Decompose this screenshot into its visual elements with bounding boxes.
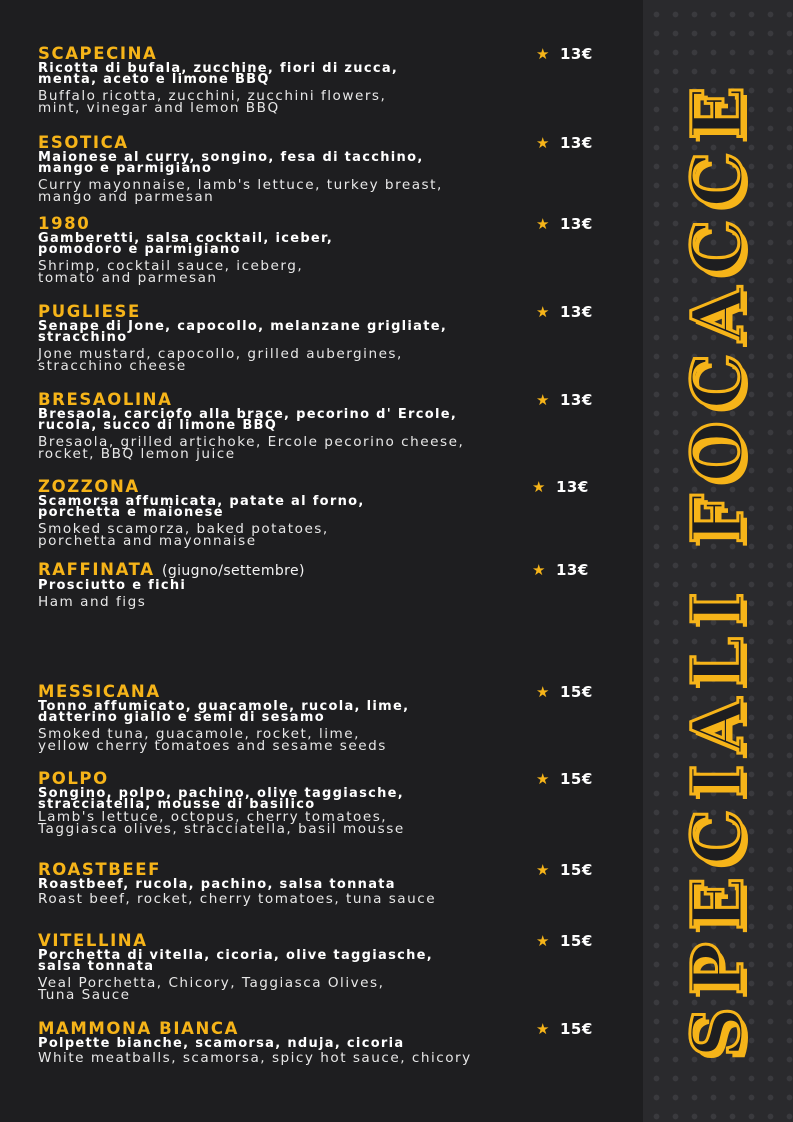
menu-item-vitellina <box>38 932 618 1001</box>
item-price: ★ 15€ <box>536 1020 593 1038</box>
item-price: ★ 13€ <box>536 215 593 233</box>
item-name: ZOZZONA <box>38 477 140 496</box>
item-name: VITELLINA <box>38 931 148 950</box>
item-ingredients-italian: Bresaola, carciofo alla brace, pecorino d' Ercole, rucola, succo di limone BBQ <box>38 407 458 433</box>
star-icon: ★ <box>536 932 550 950</box>
item-ingredients-english: White meatballs, scamorsa, spicy hot sauce, chicory <box>38 1050 472 1066</box>
item-name: 1980 <box>38 214 91 233</box>
item-ingredients-italian: Tonno affumicato, guacamole, rucola, lime, datterino giallo e semi di sesamo <box>38 699 410 725</box>
item-name: MAMMONA BIANCA <box>38 1019 239 1038</box>
item-ingredients-italian: Senape di Jone, capocollo, melanzane grigliate, stracchino <box>38 319 448 345</box>
item-ingredients-english: Shrimp, cocktail sauce, iceberg, tomato and parmesan <box>38 258 304 286</box>
section-title: SPECIALI FOCACCE <box>676 74 759 1058</box>
item-price: ★ 13€ <box>536 134 593 152</box>
menu-item-zozzona <box>38 478 618 547</box>
menu-item-messicana <box>38 683 618 752</box>
menu-item-esotica <box>38 134 618 203</box>
item-ingredients-italian: Polpette bianche, scamorsa, nduja, cicoria <box>38 1036 405 1051</box>
menu-item-pugliese <box>38 303 618 372</box>
item-price: ★ 15€ <box>536 770 593 788</box>
star-icon: ★ <box>536 134 550 152</box>
item-ingredients-italian: Roastbeef, rucola, pachino, salsa tonnata <box>38 877 396 892</box>
item-name: POLPO <box>38 769 109 788</box>
item-ingredients-italian: Songino, polpo, pachino, olive taggiasche, stracciatella, mousse di basilico <box>38 786 405 812</box>
item-ingredients-english: Jone mustard, capocollo, grilled aubergines, stracchino cheese <box>38 346 403 374</box>
item-price: ★ 13€ <box>536 391 593 409</box>
item-ingredients-english: Smoked scamorza, baked potatoes, porchetta and mayonnaise <box>38 521 329 549</box>
item-ingredients-english: Ham and figs <box>38 594 147 610</box>
star-icon: ★ <box>536 391 550 409</box>
item-ingredients-english: Smoked tuna, guacamole, rocket, lime, yellow cherry tomatoes and sesame seeds <box>38 726 387 754</box>
item-price: ★ 15€ <box>536 683 593 701</box>
menu-item-roastbeef <box>38 861 618 905</box>
menu-item-polpo <box>38 770 618 835</box>
item-ingredients-italian: Ricotta di bufala, zucchine, fiori di zucca, menta, aceto e limone BBQ <box>38 61 399 87</box>
star-icon: ★ <box>536 45 550 63</box>
item-name: BRESAOLINA <box>38 390 173 409</box>
sidebar-panel <box>643 0 793 1122</box>
item-ingredients-italian: Porchetta di vitella, cicoria, olive taggiasche, salsa tonnata <box>38 948 434 974</box>
star-icon: ★ <box>532 478 546 496</box>
item-name: PUGLIESE <box>38 302 141 321</box>
item-name: ROASTBEEF <box>38 860 161 879</box>
item-ingredients-english: Veal Porchetta, Chicory, Taggiasca Olives, Tuna Sauce <box>38 975 385 1003</box>
star-icon: ★ <box>536 861 550 879</box>
item-ingredients-italian: Maionese al curry, songino, fesa di tacchino, mango e parmigiano <box>38 150 424 176</box>
item-price: ★ 13€ <box>536 303 593 321</box>
menu-item-raffinata <box>38 561 618 608</box>
star-icon: ★ <box>536 215 550 233</box>
item-ingredients-italian: Scamorsa affumicata, patate al forno, porchetta e maionese <box>38 494 365 520</box>
item-ingredients-english: Bresaola, grilled artichoke, Ercole pecorino cheese, rocket, BBQ lemon juice <box>38 434 465 462</box>
item-name: ESOTICA <box>38 133 129 152</box>
item-price: ★ 13€ <box>532 561 589 579</box>
menu-item-mammona-bianca <box>38 1020 618 1064</box>
star-icon: ★ <box>536 683 550 701</box>
item-ingredients-italian: Gamberetti, salsa cocktail, iceber, pomodoro e parmigiano <box>38 231 334 257</box>
item-price: ★ 13€ <box>532 478 589 496</box>
item-name: SCAPECINA <box>38 44 158 63</box>
star-icon: ★ <box>536 303 550 321</box>
item-ingredients-english: Lamb's lettuce, octopus, cherry tomatoes, Taggiasca olives, stracciatella, basil mousse <box>38 809 405 837</box>
star-icon: ★ <box>536 1020 550 1038</box>
menu-item-scapecina <box>38 45 618 114</box>
item-season-note: (giugno/settembre) <box>161 563 305 579</box>
item-name: RAFFINATA (giugno/settembre) <box>38 560 305 579</box>
item-price: ★ 15€ <box>536 861 593 879</box>
item-name: MESSICANA <box>38 682 161 701</box>
item-price: ★ 13€ <box>536 45 593 63</box>
menu-item-1980 <box>38 215 618 284</box>
item-price: ★ 15€ <box>536 932 593 950</box>
item-ingredients-english: Roast beef, rocket, cherry tomatoes, tuna sauce <box>38 891 437 907</box>
menu-item-bresaolina <box>38 391 618 460</box>
star-icon: ★ <box>536 770 550 788</box>
item-ingredients-english: Curry mayonnaise, lamb's lettuce, turkey breast, mango and parmesan <box>38 177 443 205</box>
item-ingredients-english: Buffalo ricotta, zucchini, zucchini flowers, mint, vinegar and lemon BBQ <box>38 88 387 116</box>
vertical-title-area <box>643 0 793 1122</box>
star-icon: ★ <box>532 561 546 579</box>
item-ingredients-italian: Prosciutto e fichi <box>38 578 187 593</box>
